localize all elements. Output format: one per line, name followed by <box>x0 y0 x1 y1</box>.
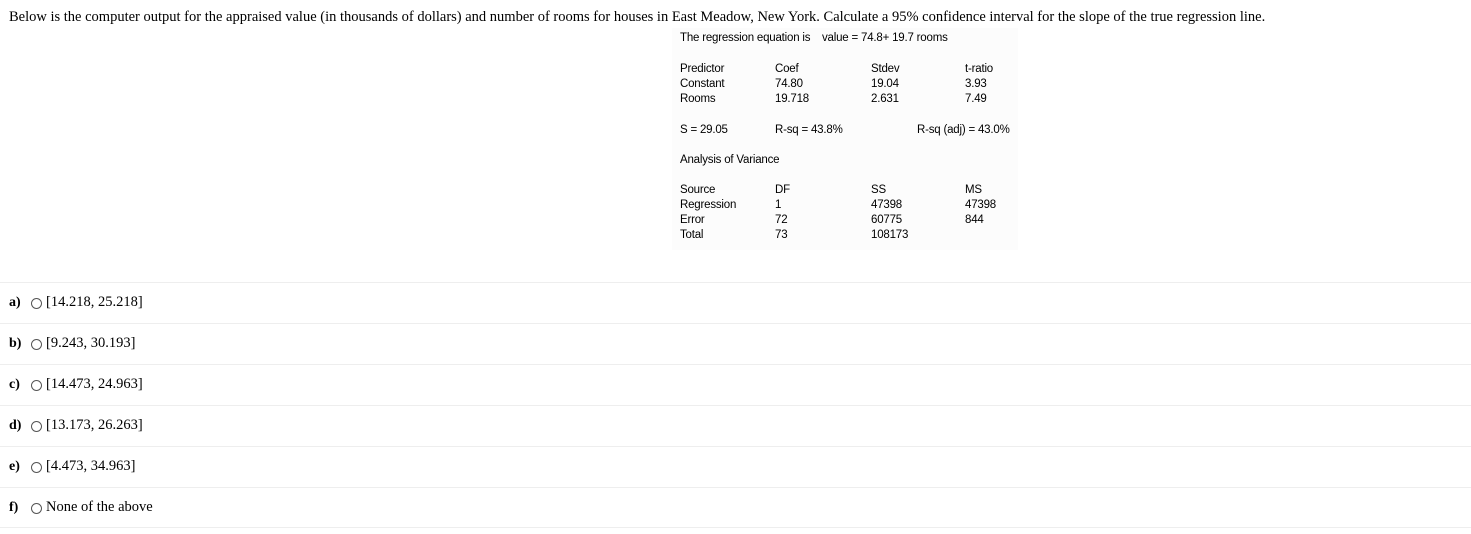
radio-button[interactable] <box>31 380 42 391</box>
anova-header-ms: MS <box>965 184 982 196</box>
question-text: Below is the computer output for the appraised value (in thousands of dollars) and number of rooms for houses in East Meadow, New York. Calculate a 95% confidence interval for the slope of the true regression line. <box>9 9 1266 25</box>
anova-cell: Total <box>680 229 704 241</box>
coef-cell: 19.04 <box>871 78 899 90</box>
stat-rsq: R-sq = 43.8% <box>775 124 843 136</box>
choice-letter: e) <box>9 459 20 474</box>
choice-text[interactable]: [14.473, 24.963] <box>46 376 143 392</box>
anova-col-ss <box>871 183 908 243</box>
radio-button[interactable] <box>31 503 42 514</box>
choice-b[interactable] <box>0 323 1471 364</box>
coef-cell: Constant <box>680 78 725 90</box>
choice-text[interactable]: None of the above <box>46 499 153 515</box>
choice-e[interactable] <box>0 446 1471 487</box>
stat-s: S = 29.05 <box>680 124 728 136</box>
choice-letter: a) <box>9 295 21 310</box>
coef-cell: 7.49 <box>965 93 987 105</box>
anova-cell: 108173 <box>871 229 909 241</box>
coef-cell: 2.631 <box>871 93 899 105</box>
choice-text[interactable]: [13.173, 26.263] <box>46 417 143 433</box>
anova-cell: 47398 <box>871 199 902 211</box>
regression-equation: value = 74.8+ 19.7 rooms <box>822 32 948 44</box>
regression-equation-label: The regression equation is <box>680 32 811 44</box>
coef-header-tratio: t-ratio <box>965 63 993 75</box>
choice-a[interactable] <box>0 282 1471 323</box>
stat-rsq-adj: R-sq (adj) = 43.0% <box>917 124 1010 136</box>
anova-header-df: DF <box>775 184 790 196</box>
coef-cell: 3.93 <box>965 78 987 90</box>
choice-text[interactable]: [4.473, 34.963] <box>46 458 136 474</box>
coef-header-predictor: Predictor <box>680 63 725 75</box>
coef-cell: 74.80 <box>775 78 803 90</box>
choice-c[interactable] <box>0 364 1471 405</box>
coef-header-stdev: Stdev <box>871 63 900 75</box>
anova-col-source <box>680 183 736 243</box>
anova-cell: 73 <box>775 229 788 241</box>
choice-f[interactable] <box>0 487 1471 528</box>
computer-output-panel <box>672 28 1018 250</box>
radio-button[interactable] <box>31 298 42 309</box>
choice-d[interactable] <box>0 405 1471 446</box>
coef-col-tratio <box>965 62 993 107</box>
anova-cell: 1 <box>775 199 782 211</box>
radio-button[interactable] <box>31 462 42 473</box>
answer-choices <box>0 282 1471 528</box>
anova-cell <box>965 228 996 243</box>
anova-header-source: Source <box>680 184 716 196</box>
coef-col-stdev <box>871 62 899 107</box>
choice-text[interactable]: [14.218, 25.218] <box>46 294 143 310</box>
anova-col-ms <box>965 183 996 243</box>
choice-letter: b) <box>9 336 22 351</box>
anova-col-df <box>775 183 790 243</box>
choice-letter: c) <box>9 377 20 392</box>
anova-cell: 72 <box>775 214 788 226</box>
anova-cell: 844 <box>965 214 984 226</box>
choice-letter: f) <box>9 500 19 515</box>
choice-letter: d) <box>9 418 22 433</box>
radio-button[interactable] <box>31 421 42 432</box>
coef-col-predictor <box>680 62 724 107</box>
coef-cell: 19.718 <box>775 93 809 105</box>
anova-cell: 47398 <box>965 199 996 211</box>
coef-cell: Rooms <box>680 93 716 105</box>
choice-text[interactable]: [9.243, 30.193] <box>46 335 136 351</box>
anova-cell: 60775 <box>871 214 902 226</box>
anova-header-ss: SS <box>871 184 886 196</box>
anova-cell: Error <box>680 214 705 226</box>
coef-header-coef: Coef <box>775 63 799 75</box>
anova-cell: Regression <box>680 199 737 211</box>
anova-title: Analysis of Variance <box>680 154 780 166</box>
radio-button[interactable] <box>31 339 42 350</box>
coef-col-coef <box>775 62 809 107</box>
